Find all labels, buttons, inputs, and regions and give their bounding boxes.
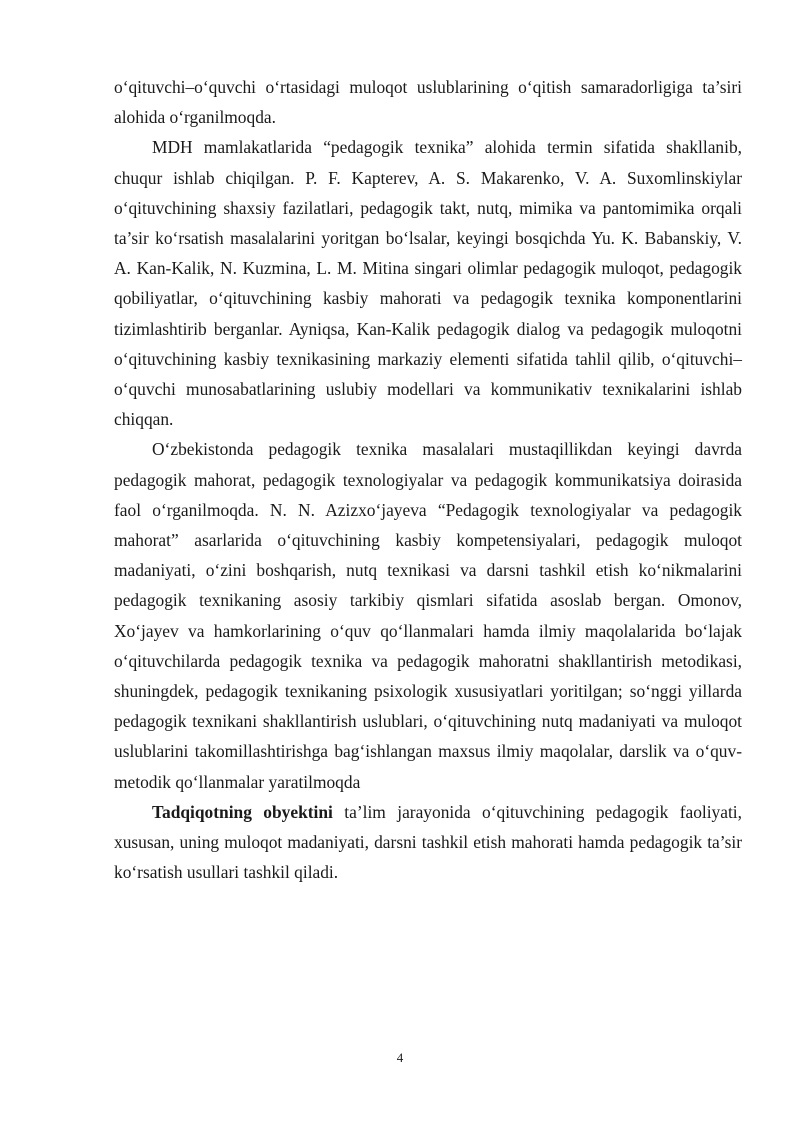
paragraph-continuation: o‘qituvchi–o‘quvchi o‘rtasidagi muloqot uslublarining o‘qitish samaradorligiga ta’siri alohida o‘rganilmoqda. — [114, 77, 742, 128]
research-object-text: ta’lim jarayonida o‘qituvchining pedagogik faoliyati, xususan, uning muloqot madaniyati, darsni tashkil etish mahorati hamda pedagogik ta’sir ko‘rsatish usullari tashkil qiladi. — [114, 801, 742, 883]
research-object-label: Tadqiqotning obyektini — [152, 801, 333, 822]
page-number: 4 — [396, 1050, 404, 1065]
document-page — [114, 72, 742, 887]
paragraph-research-object — [114, 797, 742, 888]
paragraph-cis-pedagogical-technique: MDH mamlakatlarida “pedagogik texnika” alohida termin sifatida shakllanib, chuqur ishlab chiqilgan. P. F. Kapterev, A. S. Makarenko, V. A. Suxomlinskiylar o‘qituvchining shaxsiy fazilatlari, pedagogik takt, nutq, mimika va pantomimika orqali ta’sir ko‘rsatish masalalarini yoritgan bo‘lsalar, keyingi bosqichda Yu. K. Babanskiy, V. A. Kan-Kalik, N. Kuzmina, L. M. Mitina singari olimlar pedagogik muloqot, pedagogik qobiliyatlar, o‘qituvchining kasbiy mahorati va pedagogik texnika komponentlarini tizimlashtirib berganlar. Ayniqsa, Kan-Kalik pedagogik dialog va pedagogik muloqotni o‘qituvchining kasbiy texnikasining markaziy elementi sifatida tahlil qilib, o‘qituvchi–o‘quvchi munosabatlarining uslubiy modellari va kommunikativ texnikalarini ishlab chiqqan. — [114, 137, 742, 430]
paragraph-uzbekistan-research: O‘zbekistonda pedagogik texnika masalalari mustaqillikdan keyingi davrda pedagogik mahorat, pedagogik texnologiyalar va pedagogik kommunikatsiya doirasida faol o‘rganilmoqda. N. N. Azizxo‘jayeva “Pedagogik texnologiyalar va pedagogik mahorat” asarlarida o‘qituvchining kasbiy kompetensiyalari, pedagogik muloqot madaniyati, o‘zini boshqarish, nutq texnikasi va darsni tashkil etish ko‘nikmalarini pedagogik texnikaning asosiy tarkibiy qismlari sifatida asoslab bergan. Omonov, Xo‘jayev va hamkorlarining o‘quv qo‘llanmalari hamda ilmiy maqolalarida bo‘lajak o‘qituvchilarda pedagogik texnika va pedagogik mahoratni shakllantirish metodikasi, shuningdek, pedagogik texnikaning psixologik xususiyatlari yoritilgan; so‘nggi yillarda pedagogik texnikani shakllantirish uslublari, o‘qituvchining nutq madaniyati va muloqot uslublarini takomillashtirishga bag‘ishlangan maxsus ilmiy maqolalar, darslik va o‘quv-metodik qo‘llanmalar yaratilmoqda — [114, 439, 742, 792]
